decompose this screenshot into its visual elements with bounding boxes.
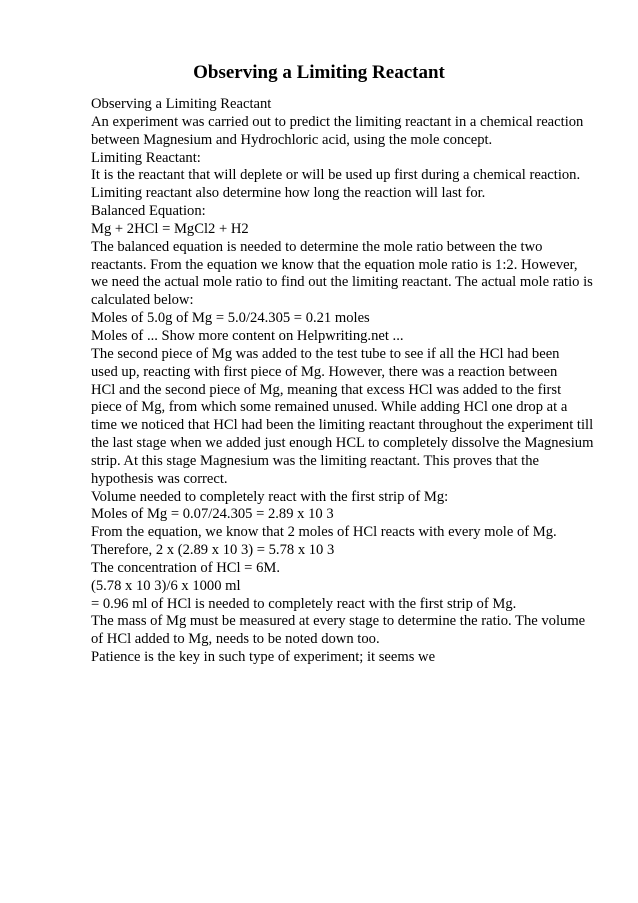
body-line: used up, reacting with first piece of Mg. However, there was a reaction between bbox=[91, 363, 558, 380]
body-line: Limiting Reactant: bbox=[91, 149, 201, 166]
body-line: The mass of Mg must be measured at every stage to determine the ratio. The volume bbox=[91, 613, 586, 630]
body-line: between Magnesium and Hydrochloric acid, using the mole concept. bbox=[91, 131, 493, 148]
document-title: Observing a Limiting Reactant bbox=[193, 62, 445, 83]
body-line: Limiting reactant also determine how long the reaction will last for. bbox=[91, 185, 486, 202]
body-line: The second piece of Mg was added to the test tube to see if all the HCl had been bbox=[91, 345, 560, 362]
body-line: HCl and the second piece of Mg, meaning that excess HCl was added to the first bbox=[91, 381, 562, 398]
body-line: The balanced equation is needed to determine the mole ratio between the two bbox=[91, 238, 543, 255]
body-line: From the equation, we know that 2 moles of HCl reacts with every mole of Mg. bbox=[91, 524, 557, 541]
body-line: Observing a Limiting Reactant bbox=[91, 96, 272, 112]
body-line: Balanced Equation: bbox=[91, 203, 206, 220]
body-line: of HCl added to Mg, needs to be noted down too. bbox=[91, 631, 380, 648]
body-line: Mg + 2HCl = MgCl2 + H2 bbox=[91, 220, 249, 237]
document-body bbox=[91, 96, 601, 667]
body-line: we need the actual mole ratio to find out the limiting reactant. The actual mole ratio is bbox=[91, 274, 593, 291]
body-line: An experiment was carried out to predict the limiting reactant in a chemical reaction bbox=[91, 113, 584, 130]
body-line: Volume needed to completely react with the first strip of Mg: bbox=[91, 488, 449, 505]
body-line: time we noticed that HCl had been the limiting reactant throughout the experiment till bbox=[91, 417, 594, 434]
body-line: The concentration of HCl = 6M. bbox=[91, 559, 280, 576]
body-line: the last stage when we added just enough HCL to completely dissolve the Magnesium bbox=[91, 435, 594, 452]
body-line: calculated below: bbox=[91, 292, 194, 309]
body-line: Moles of Mg = 0.07/24.305 = 2.89 x 10 3 bbox=[91, 506, 334, 523]
body-line: hypothesis was correct. bbox=[91, 470, 228, 487]
body-line: piece of Mg, from which some remained unused. While adding HCl one drop at a bbox=[91, 399, 568, 416]
body-line: strip. At this stage Magnesium was the limiting reactant. This proves that the bbox=[91, 452, 540, 469]
body-line: Therefore, 2 x (2.89 x 10 3) = 5.78 x 10 3 bbox=[91, 542, 335, 559]
body-line: Patience is the key in such type of experiment; it seems we bbox=[91, 649, 436, 666]
body-line: reactants. From the equation we know that the equation mole ratio is 1:2. However, bbox=[91, 256, 578, 273]
body-line: Moles of ... Show more content on Helpwriting.net ... bbox=[91, 327, 404, 344]
body-line: Moles of 5.0g of Mg = 5.0/24.305 = 0.21 moles bbox=[91, 310, 370, 327]
body-line: It is the reactant that will deplete or will be used up first during a chemical reaction. bbox=[91, 167, 581, 184]
body-line: = 0.96 ml of HCl is needed to completely react with the first strip of Mg. bbox=[91, 595, 517, 612]
body-line: (5.78 x 10 3)/6 x 1000 ml bbox=[91, 577, 241, 594]
